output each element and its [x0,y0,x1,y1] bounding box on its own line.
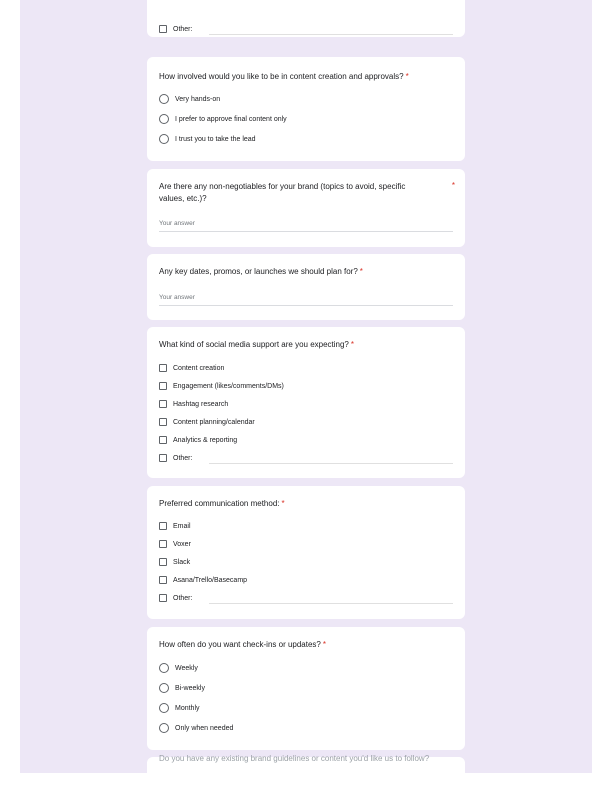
required-asterisk: * [451,181,455,190]
question-text: Are there any non-negotiables for your brand (topics to avoid, specific values, etc.)? [159,182,406,203]
answer-underline [159,305,453,306]
checkbox-option-other[interactable] [159,592,192,604]
card-communication [147,486,465,619]
checkbox-option-asana[interactable] [159,574,247,586]
radio-option-approve-final[interactable] [159,113,287,125]
question-title [159,339,453,351]
checkbox[interactable] [159,540,167,548]
checkbox[interactable] [159,576,167,584]
other-input[interactable] [209,463,453,464]
radio-button[interactable] [159,703,169,713]
question-text: What kind of social media support are you expecting? [159,340,349,349]
required-asterisk: * [322,640,326,649]
cut-off-question [159,754,453,763]
question-title [159,266,453,278]
option-label: Email [173,522,191,530]
option-label: Very hands-on [175,95,221,103]
option-label: Analytics & reporting [173,436,238,444]
question-title [159,181,453,205]
required-asterisk: * [281,499,285,508]
option-label: I prefer to approve final content only [175,115,287,123]
option-label: Voxer [173,540,191,548]
checkbox-option-hashtag-research[interactable] [159,398,228,410]
option-label: Content planning/calendar [173,418,255,426]
radio-button[interactable] [159,723,169,733]
radio-option-only-when-needed[interactable] [159,722,233,734]
checkbox[interactable] [159,522,167,530]
card-support [147,327,465,478]
option-label: Hashtag research [173,400,229,408]
option-label: Engagement (likes/comments/DMs) [173,382,284,390]
question-title [159,71,453,83]
option-label: Monthly [175,704,200,712]
radio-button[interactable] [159,94,169,104]
radio-option-weekly[interactable] [159,662,198,674]
radio-option-take-lead[interactable] [159,133,256,145]
option-label: Other: [173,25,193,33]
option-label: Slack [173,558,191,566]
checkbox[interactable] [159,558,167,566]
required-asterisk: * [405,72,409,81]
required-asterisk: * [359,267,363,276]
question-text: Any key dates, promos, or launches we should plan for? [159,267,358,276]
question-title [159,498,453,510]
answer-input[interactable]: Your answer [159,220,195,227]
other-input[interactable] [209,34,453,35]
radio-button[interactable] [159,683,169,693]
option-label: Weekly [175,664,198,672]
card-previous-question [147,0,465,37]
card-non-negotiables [147,169,465,247]
checkbox-option-voxer[interactable] [159,538,191,550]
question-title [159,639,453,651]
option-label: Only when needed [175,724,234,732]
radio-option-very-hands-on[interactable] [159,93,220,105]
checkbox[interactable] [159,454,167,462]
checkbox[interactable] [159,400,167,408]
checkbox-option-content-creation[interactable] [159,362,224,374]
question-text: Preferred communication method: [159,499,280,508]
question-text: How often do you want check-ins or updates? [159,640,321,649]
radio-button[interactable] [159,663,169,673]
checkbox[interactable] [159,418,167,426]
radio-option-monthly[interactable] [159,702,200,714]
option-other[interactable] [159,23,192,35]
radio-button[interactable] [159,114,169,124]
option-label: Other: [173,454,193,462]
question-text: How involved would you like to be in content creation and approvals? [159,72,404,81]
card-involvement [147,57,465,161]
checkbox-option-slack[interactable] [159,556,190,568]
answer-input[interactable]: Your answer [159,294,195,301]
checkbox-option-other[interactable] [159,452,192,464]
option-label: Bi-weekly [175,684,205,692]
card-checkins [147,627,465,750]
radio-button[interactable] [159,134,169,144]
checkbox-option-analytics[interactable] [159,434,237,446]
option-label: Asana/Trello/Basecamp [173,576,248,584]
answer-underline [159,231,453,232]
option-label: I trust you to take the lead [175,135,256,143]
required-asterisk: * [350,340,355,349]
radio-option-bi-weekly[interactable] [159,682,205,694]
checkbox[interactable] [159,364,167,372]
checkbox-option-engagement[interactable] [159,380,284,392]
checkbox[interactable] [159,382,167,390]
checkbox[interactable] [159,25,167,33]
checkbox[interactable] [159,594,167,602]
checkbox-option-email[interactable] [159,520,191,532]
question-text: Do you have any existing brand guidelines or content you'd like us to follow? [159,754,430,763]
checkbox-option-content-planning[interactable] [159,416,255,428]
card-key-dates [147,254,465,320]
card-next-question [147,754,465,773]
other-input[interactable] [209,603,453,604]
option-label: Content creation [173,364,225,372]
option-label: Other: [173,594,193,602]
checkbox[interactable] [159,436,167,444]
